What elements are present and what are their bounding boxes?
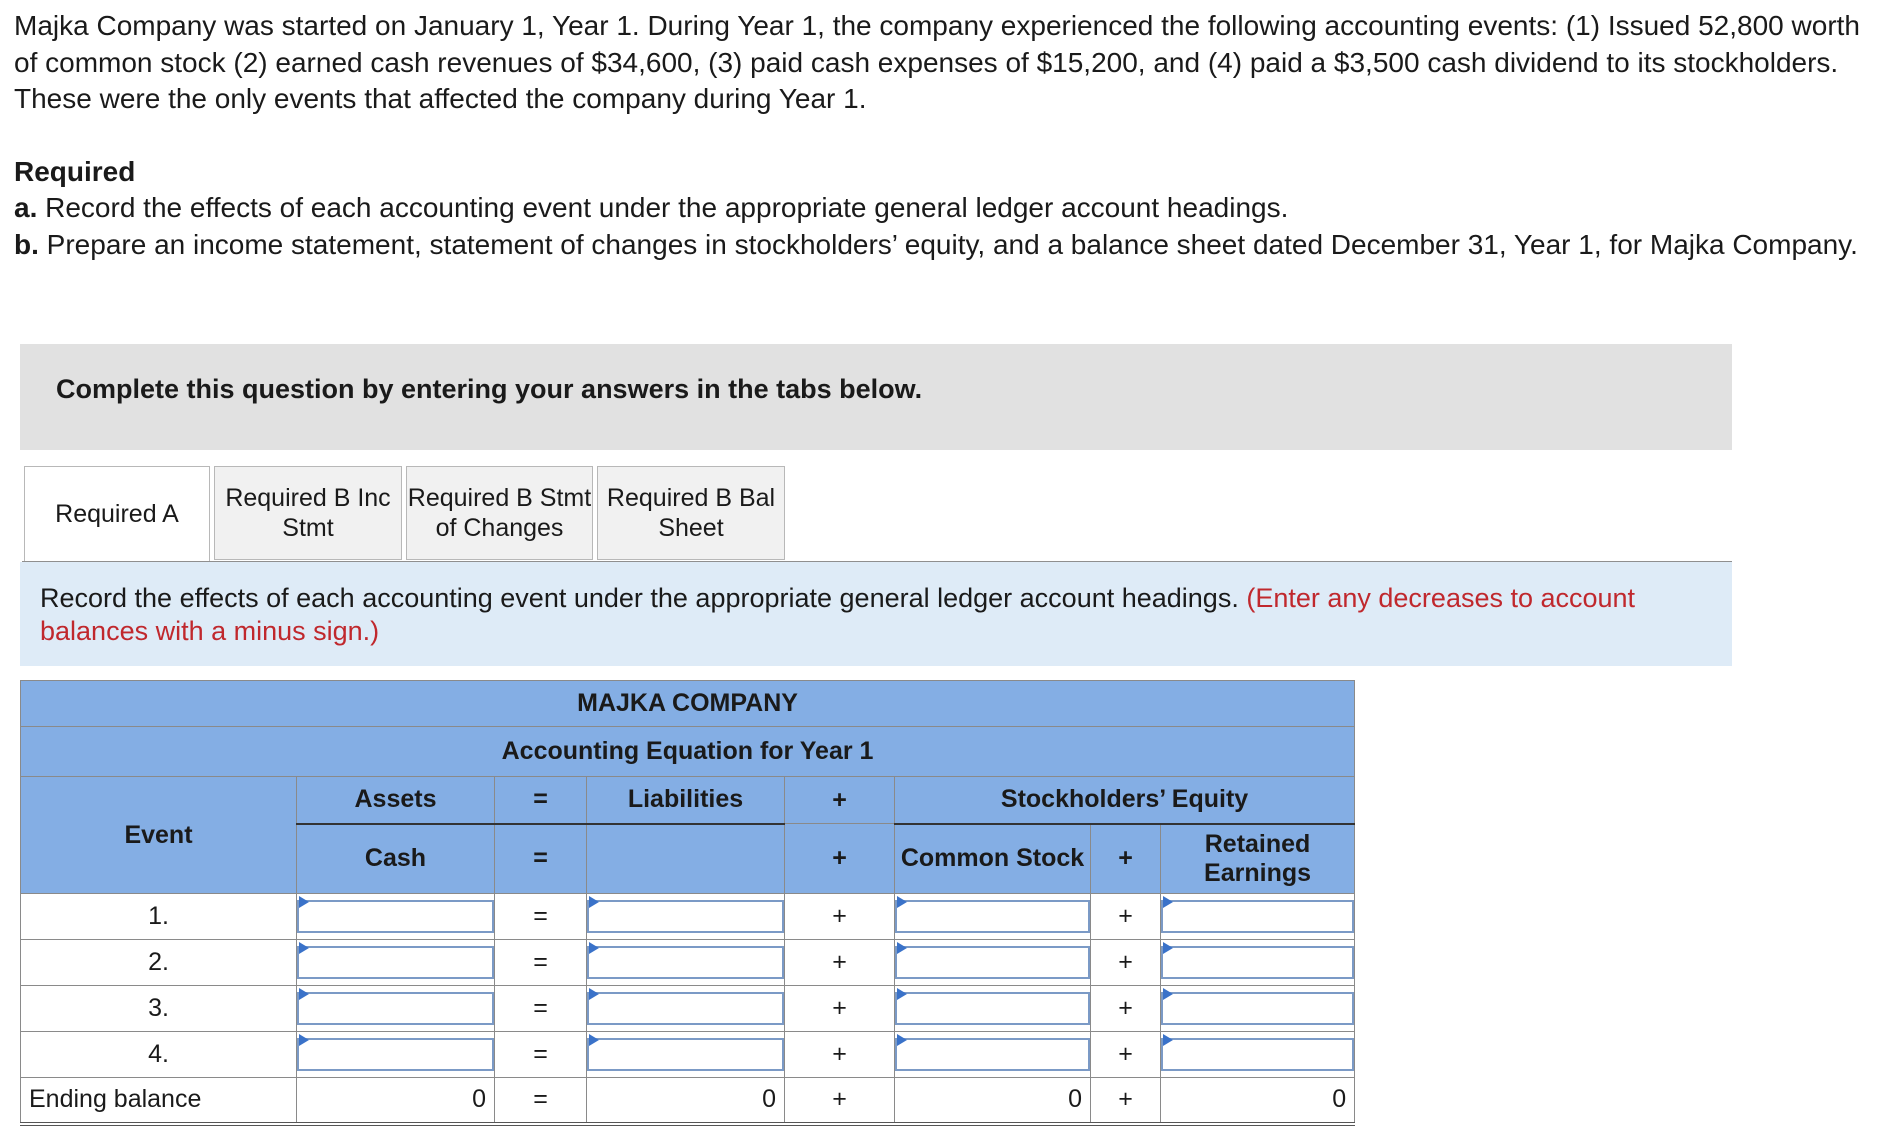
input-marker-icon: [299, 896, 309, 908]
common-stock-header: Common Stock: [895, 824, 1091, 894]
retained-earnings-input[interactable]: [1161, 946, 1354, 979]
liabilities-input[interactable]: [587, 946, 784, 979]
required-heading: Required: [14, 155, 136, 187]
retained-earnings-input[interactable]: [1161, 900, 1354, 933]
cash-cell: [297, 986, 495, 1032]
plus-sign: +: [785, 986, 895, 1032]
tab-required-a[interactable]: Required A: [24, 466, 210, 562]
plus-sign: +: [785, 940, 895, 986]
common-stock-cell: [895, 1032, 1091, 1078]
plus-subheader: +: [785, 824, 895, 894]
equals-sign: =: [495, 1032, 587, 1078]
tab-required-b-stmt-of-changes[interactable]: Required B Stmt of Changes: [406, 466, 593, 560]
problem-paragraph: Majka Company was started on January 1, Year 1. During Year 1, the company experienced the following accounting events: (1) Issued 52,800 worth of common stock (2) earned cash revenues of $34,600, (3) paid cash expenses of $15,200, and (4) paid a $3,500 cash dividend to its stockholders. These were the only events that affected the company during Year 1.: [14, 10, 1860, 114]
assets-header: Assets: [297, 777, 495, 824]
required-a: [14, 190, 1874, 227]
input-marker-icon: [589, 896, 599, 908]
input-marker-icon: [589, 1034, 599, 1046]
required-a-text: Record the effects of each accounting event under the appropriate general ledger account headings.: [45, 192, 1289, 223]
input-marker-icon: [299, 942, 309, 954]
common-stock-cell: [895, 940, 1091, 986]
equals-header: =: [495, 777, 587, 824]
input-marker-icon: [299, 988, 309, 1000]
plus-sign: +: [785, 1078, 895, 1124]
plus-sign: +: [1091, 986, 1161, 1032]
common-stock-input[interactable]: [895, 992, 1090, 1025]
liabilities-cell: [587, 894, 785, 940]
instruction-note: (Enter any decreases to account balances with a minus sign.): [40, 583, 1636, 646]
equals-sign: =: [495, 894, 587, 940]
table-row: [21, 1032, 1355, 1078]
plus-header: +: [785, 777, 895, 824]
input-marker-icon: [897, 1034, 907, 1046]
common-stock-cell: [895, 894, 1091, 940]
liabilities-subheader: [587, 824, 785, 894]
retained-earnings-cell: [1161, 940, 1355, 986]
required-a-label: a.: [14, 192, 38, 223]
problem-intro: [14, 8, 1874, 263]
liabilities-cell: [587, 1032, 785, 1078]
input-marker-icon: [897, 988, 907, 1000]
cash-cell: [297, 1032, 495, 1078]
retained-earnings-cell: [1161, 986, 1355, 1032]
ending-retained-earnings: 0: [1161, 1078, 1355, 1124]
event-number: 4.: [21, 1032, 297, 1078]
equals-sign: =: [495, 986, 587, 1032]
cash-input[interactable]: [297, 1038, 494, 1071]
event-number: 3.: [21, 986, 297, 1032]
retained-earnings-input[interactable]: [1161, 1038, 1354, 1071]
input-marker-icon: [299, 1034, 309, 1046]
common-stock-cell: [895, 986, 1091, 1032]
plus-sign: +: [1091, 1032, 1161, 1078]
input-marker-icon: [897, 896, 907, 908]
plus-sign: +: [1091, 1078, 1161, 1124]
input-marker-icon: [1163, 1034, 1173, 1046]
stockholders-equity-header: Stockholders’ Equity: [895, 777, 1355, 824]
ending-cash: 0: [297, 1078, 495, 1124]
plus-sign: +: [785, 894, 895, 940]
plus-subheader-2: +: [1091, 824, 1161, 894]
table-row: [21, 986, 1355, 1032]
plus-sign: +: [1091, 940, 1161, 986]
ending-balance-row: [21, 1078, 1355, 1124]
retained-earnings-cell: [1161, 894, 1355, 940]
retained-earnings-header: Retained Earnings: [1161, 824, 1355, 894]
liabilities-header: Liabilities: [587, 777, 785, 824]
input-marker-icon: [589, 988, 599, 1000]
ending-liabilities: 0: [587, 1078, 785, 1124]
tab-required-b-inc-stmt[interactable]: Required B Inc Stmt: [214, 466, 402, 560]
retained-earnings-input[interactable]: [1161, 992, 1354, 1025]
common-stock-input[interactable]: [895, 946, 1090, 979]
cash-input[interactable]: [297, 900, 494, 933]
table-subtitle: Accounting Equation for Year 1: [21, 727, 1355, 777]
event-header: Event: [21, 777, 297, 894]
ending-common-stock: 0: [895, 1078, 1091, 1124]
instruction-text: Record the effects of each accounting event under the appropriate general ledger account headings.: [40, 583, 1239, 613]
instructions-banner: [20, 344, 1732, 450]
company-name: MAJKA COMPANY: [21, 681, 1355, 727]
equals-sign: =: [495, 940, 587, 986]
table-row: [21, 894, 1355, 940]
cash-cell: [297, 894, 495, 940]
liabilities-cell: [587, 940, 785, 986]
required-b-text: Prepare an income statement, statement of changes in stockholders’ equity, and a balance sheet dated December 31, Year 1, for Majka Company.: [46, 228, 1858, 260]
equals-subheader: =: [495, 824, 587, 894]
cash-cell: [297, 940, 495, 986]
liabilities-cell: [587, 986, 785, 1032]
required-b: [14, 227, 1874, 264]
liabilities-input[interactable]: [587, 1038, 784, 1071]
common-stock-input[interactable]: [895, 1038, 1090, 1071]
ending-balance-label: Ending balance: [21, 1078, 297, 1124]
accounting-equation-table: [20, 680, 1355, 1126]
plus-sign: +: [785, 1032, 895, 1078]
input-marker-icon: [1163, 896, 1173, 908]
common-stock-input[interactable]: [895, 900, 1090, 933]
input-marker-icon: [589, 942, 599, 954]
cash-input[interactable]: [297, 992, 494, 1025]
event-number: 1.: [21, 894, 297, 940]
tab-required-b-bal-sheet[interactable]: Required B Bal Sheet: [597, 466, 785, 560]
banner-text: Complete this question by entering your answers in the tabs below.: [56, 374, 923, 404]
required-b-label: b.: [14, 228, 39, 260]
input-marker-icon: [1163, 942, 1173, 954]
cash-input[interactable]: [297, 946, 494, 979]
liabilities-input[interactable]: [587, 992, 784, 1025]
input-marker-icon: [1163, 988, 1173, 1000]
event-number: 2.: [21, 940, 297, 986]
liabilities-input[interactable]: [587, 900, 784, 933]
input-marker-icon: [897, 942, 907, 954]
cash-header: Cash: [297, 824, 495, 894]
equals-sign: =: [495, 1078, 587, 1124]
plus-sign: +: [1091, 894, 1161, 940]
table-row: [21, 940, 1355, 986]
retained-earnings-cell: [1161, 1032, 1355, 1078]
tab-instructions: [20, 562, 1732, 666]
